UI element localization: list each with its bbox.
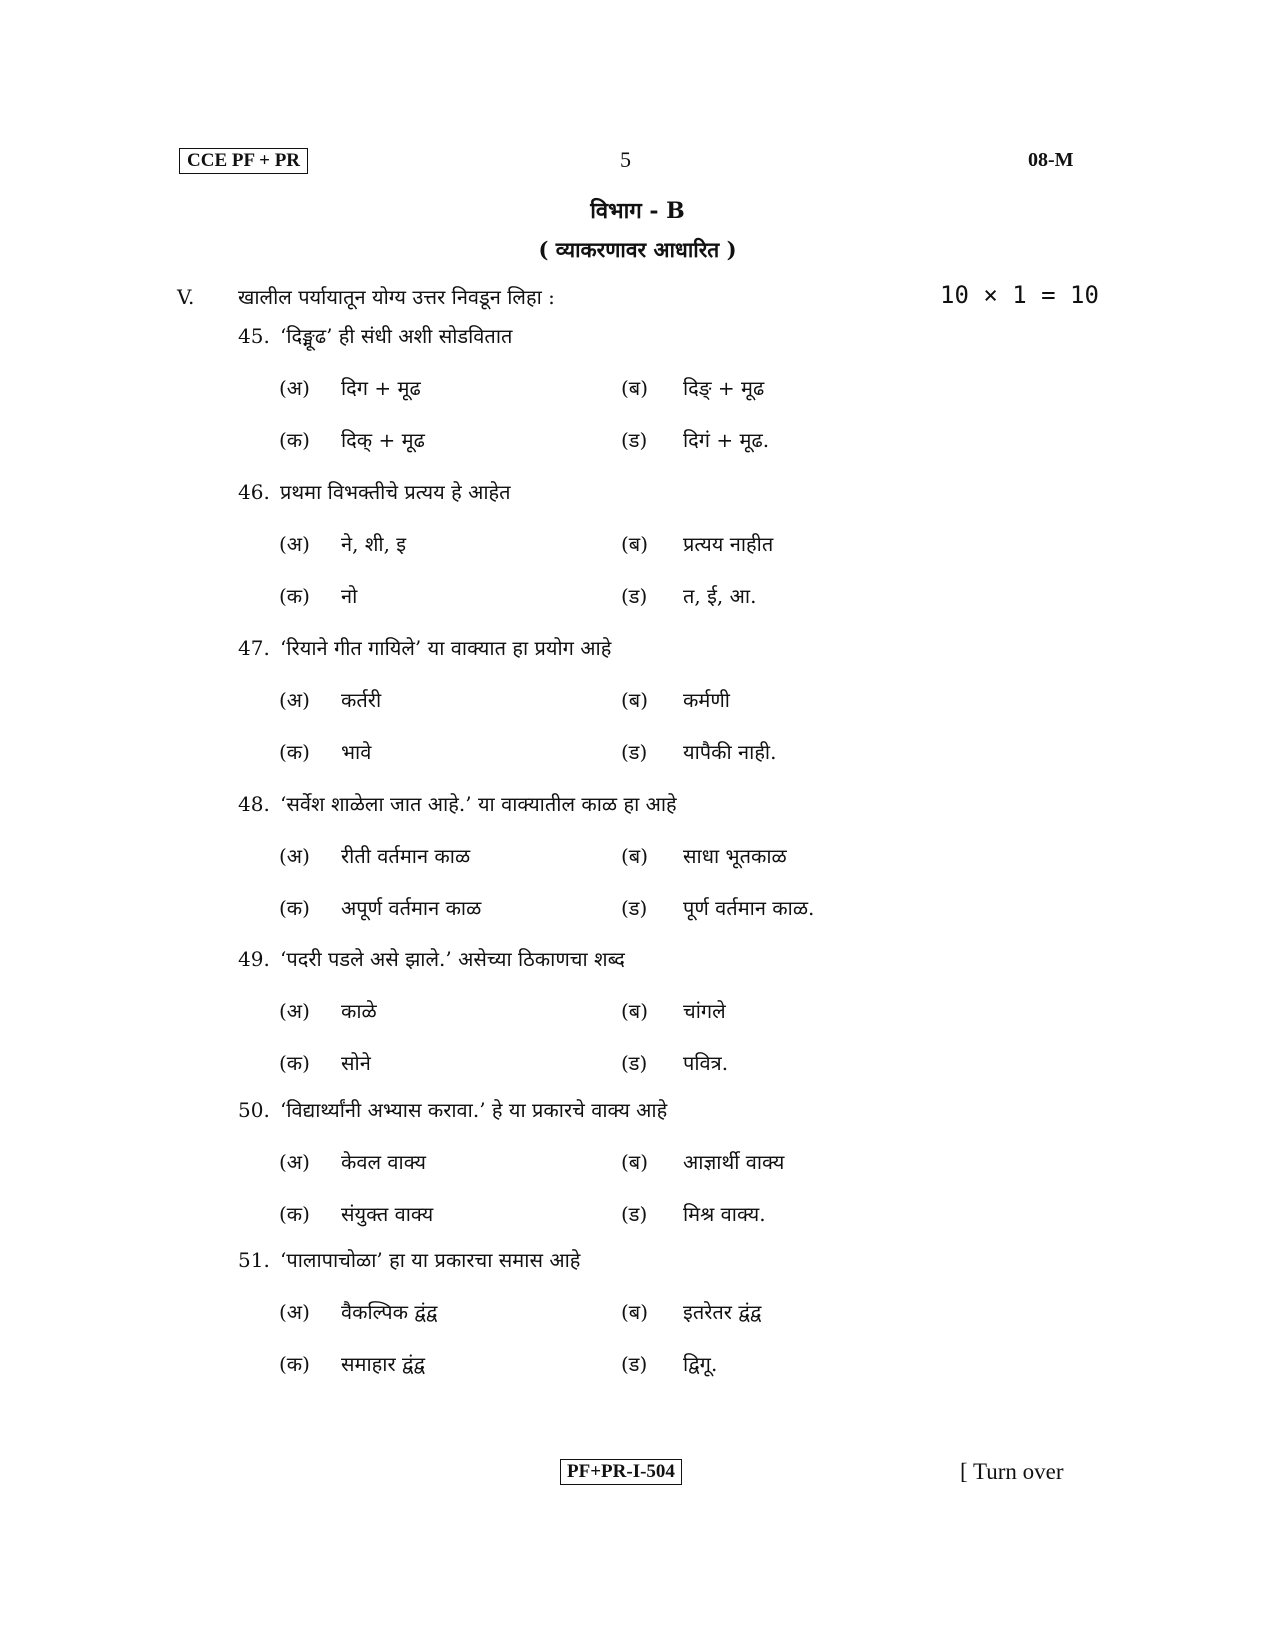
answer-option: [279, 1350, 425, 1377]
option-text: कर्मणी: [683, 688, 730, 712]
answer-option: [279, 997, 377, 1024]
marks-allocation: 10 × 1 = 10: [940, 281, 1099, 309]
page-number: 5: [620, 147, 631, 172]
answer-option: [279, 1298, 437, 1325]
option-text: समाहार द्वंद्व: [341, 1352, 425, 1376]
option-text: भावे: [341, 740, 372, 764]
section-title: विभाग - B: [590, 198, 685, 224]
question-47: [238, 634, 611, 661]
question-48: [238, 790, 677, 817]
question-46: [238, 478, 511, 505]
option-label: (ब): [621, 999, 649, 1023]
option-text: ने, शी, इ: [341, 532, 407, 556]
question-number: 50.: [238, 1098, 270, 1122]
question-number: 48.: [238, 792, 270, 816]
option-text: दिक् + मूढ: [341, 428, 425, 452]
option-label: (क): [279, 584, 310, 608]
answer-option: [621, 738, 776, 765]
answer-option: [279, 426, 425, 453]
option-text: प्रत्यय नाहीत: [683, 532, 774, 556]
answer-option: [279, 582, 357, 609]
section-subtitle: ( व्याकरणावर आधारित ): [538, 237, 737, 262]
option-text: सोने: [341, 1051, 371, 1075]
option-text: दिग + मूढ: [341, 376, 421, 400]
option-text: रीती वर्तमान काळ: [341, 844, 471, 868]
question-51: [238, 1246, 580, 1273]
question-number: 46.: [238, 480, 270, 504]
option-label: (अ): [279, 1300, 310, 1324]
option-label: (ड): [621, 1202, 648, 1226]
answer-option: [279, 1049, 371, 1076]
answer-option: [621, 582, 756, 609]
question-number: 51.: [238, 1248, 270, 1272]
question-text: ‘विद्यार्थ्यांनी अभ्यास करावा.’ हे या प्रकारचे वाक्य आहे: [280, 1098, 668, 1122]
option-text: काळे: [341, 999, 377, 1023]
option-text: मिश्र वाक्य.: [683, 1202, 766, 1226]
option-text: कर्तरी: [341, 688, 382, 712]
answer-option: [279, 1148, 426, 1175]
option-label: (ब): [621, 844, 649, 868]
option-text: दिङ् + मूढ: [683, 376, 765, 400]
option-text: संयुक्त वाक्य: [341, 1202, 434, 1226]
option-label: (ब): [621, 1300, 649, 1324]
question-number: 47.: [238, 636, 270, 660]
question-49: [238, 945, 625, 972]
option-text: द्विगू.: [683, 1352, 718, 1376]
option-label: (अ): [279, 688, 310, 712]
answer-option: [279, 686, 381, 713]
option-label: (ड): [621, 1051, 648, 1075]
option-text: यापैकी नाही.: [683, 740, 777, 764]
option-label: (क): [279, 1352, 310, 1376]
option-label: (ड): [621, 584, 648, 608]
answer-option: [621, 842, 787, 869]
answer-option: [279, 738, 371, 765]
option-text: त, ई, आ.: [683, 584, 757, 608]
question-number: 49.: [238, 947, 270, 971]
turn-over-note: [ Turn over: [960, 1459, 1064, 1484]
option-label: (ब): [621, 1150, 649, 1174]
option-label: (ड): [621, 740, 648, 764]
option-label: (क): [279, 896, 310, 920]
answer-option: [621, 894, 814, 921]
answer-option: [621, 426, 769, 453]
paper-code: 08-M: [1028, 149, 1074, 171]
answer-option: [621, 374, 764, 401]
option-label: (ड): [621, 428, 648, 452]
option-label: (क): [279, 1202, 310, 1226]
option-text: पूर्ण वर्तमान काळ.: [683, 896, 815, 920]
option-text: पवित्र.: [683, 1051, 729, 1075]
answer-option: [279, 842, 470, 869]
option-text: अपूर्ण वर्तमान काळ: [341, 896, 482, 920]
answer-option: [279, 374, 421, 401]
option-text: दिगं + मूढ.: [683, 428, 770, 452]
exam-code-box: CCE PF + PR: [179, 148, 308, 174]
question-text: ‘रियाने गीत गायिले’ या वाक्यात हा प्रयोग आहे: [280, 636, 612, 660]
question-text: ‘दिङ्मूढ’ ही संधी अशी सोडवितात: [280, 324, 513, 348]
option-label: (ड): [621, 896, 648, 920]
option-label: (क): [279, 428, 310, 452]
option-label: (अ): [279, 376, 310, 400]
option-text: साधा भूतकाळ: [683, 844, 787, 868]
option-text: नो: [341, 584, 358, 608]
option-label: (अ): [279, 999, 310, 1023]
option-text: केवल वाक्य: [341, 1150, 426, 1174]
question-group-number: V.: [177, 285, 195, 309]
option-text: आज्ञार्थी वाक्य: [683, 1150, 785, 1174]
question-text: प्रथमा विभक्तीचे प्रत्यय हे आहेत: [280, 480, 511, 504]
option-label: (ब): [621, 532, 649, 556]
option-label: (ब): [621, 376, 649, 400]
question-45: [238, 322, 512, 349]
question-text: ‘पालापाचोळा’ हा या प्रकारचा समास आहे: [280, 1248, 581, 1272]
answer-option: [621, 1298, 761, 1325]
answer-option: [621, 1049, 728, 1076]
option-label: (क): [279, 1051, 310, 1075]
answer-option: [279, 894, 481, 921]
answer-option: [279, 1200, 433, 1227]
option-text: इतरेतर द्वंद्व: [683, 1300, 762, 1324]
answer-option: [279, 530, 406, 557]
option-label: (ब): [621, 688, 649, 712]
question-text: ‘पदरी पडले असे झाले.’ असेच्या ठिकाणचा शब्द: [280, 947, 625, 971]
option-label: (अ): [279, 844, 310, 868]
footer-code-box: PF+PR-I-504: [560, 1459, 682, 1485]
answer-option: [621, 686, 730, 713]
answer-option: [621, 1148, 784, 1175]
option-label: (क): [279, 740, 310, 764]
option-text: चांगले: [683, 999, 726, 1023]
question-group-instruction: खालील पर्यायातून योग्य उत्तर निवडून लिहा :: [238, 285, 555, 309]
answer-option: [621, 530, 773, 557]
question-50: [238, 1096, 667, 1123]
answer-option: [621, 1350, 717, 1377]
option-text: वैकल्पिक द्वंद्व: [341, 1300, 438, 1324]
question-text: ‘सर्वेश शाळेला जात आहे.’ या वाक्यातील काळ हा आहे: [280, 792, 677, 816]
option-label: (अ): [279, 1150, 310, 1174]
question-number: 45.: [238, 324, 270, 348]
option-label: (ड): [621, 1352, 648, 1376]
option-label: (अ): [279, 532, 310, 556]
answer-option: [621, 1200, 766, 1227]
answer-option: [621, 997, 726, 1024]
